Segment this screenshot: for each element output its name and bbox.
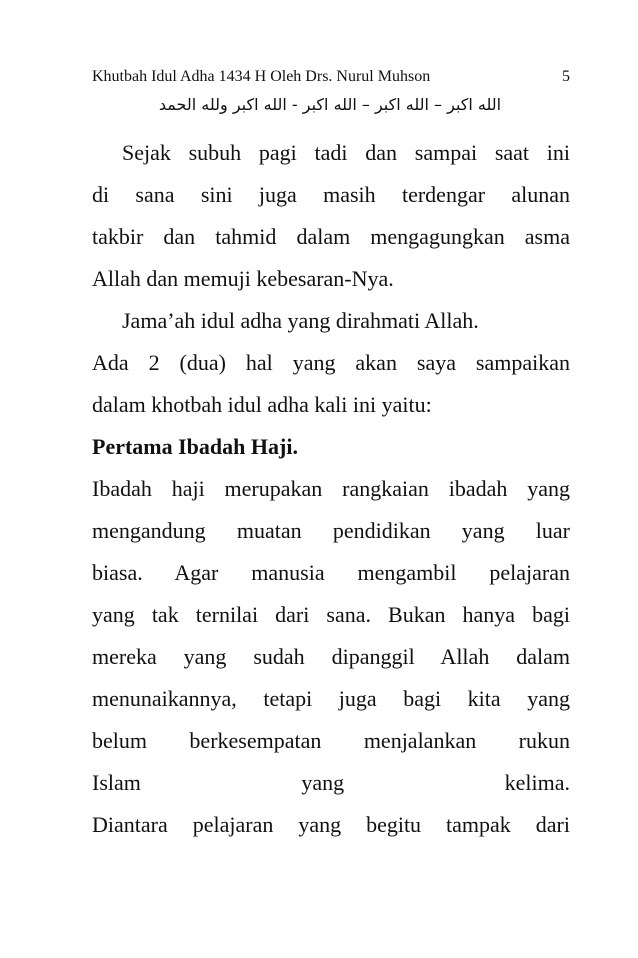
paragraph-line: yang tak ternilai dari sana. Bukan hanya bagi <box>92 602 570 627</box>
paragraph-line: Allah dan memuji kebesaran-Nya. <box>92 266 394 291</box>
paragraph-line: takbir dan tahmid dalam mengagungkan asma <box>92 224 570 249</box>
header-title: Khutbah Idul Adha 1434 H Oleh Drs. Nurul Muhson <box>92 68 431 85</box>
paragraph-line: biasa. Agar manusia mengambil pelajaran <box>92 560 570 585</box>
paragraph-line: Ada 2 (dua) hal yang akan saya sampaikan <box>92 350 570 375</box>
paragraph-line: dalam khotbah idul adha kali ini yaitu: <box>92 392 432 417</box>
paragraph-line: Diantara pelajaran yang begitu tampak dari <box>92 812 570 837</box>
paragraph-line: mereka yang sudah dipanggil Allah dalam <box>92 644 570 669</box>
paragraph-line: Jama’ah idul adha yang dirahmati Allah. <box>122 308 479 333</box>
page-header <box>92 66 570 88</box>
paragraph-line: Islam yang kelima. <box>92 770 570 795</box>
paragraph-line: menunaikannya, tetapi juga bagi kita yang <box>92 686 570 711</box>
paragraph-line: mengandung muatan pendidikan yang luar <box>92 518 570 543</box>
paragraph-line: belum berkesempatan menjalankan rukun <box>92 728 570 753</box>
arabic-takbir: الله اكبر – الله اكبر – الله اكبر - الله اكبر ولله الحمد <box>158 95 502 114</box>
section-heading: Pertama Ibadah Haji. <box>92 434 298 459</box>
paragraph-line: Sejak subuh pagi tadi dan sampai saat ini <box>122 140 570 165</box>
paragraph-line: di sana sini juga masih terdengar alunan <box>92 182 570 207</box>
body-text <box>92 132 570 846</box>
paragraph-line: Ibadah haji merupakan rangkaian ibadah yang <box>92 476 570 501</box>
page-number: 5 <box>562 68 570 85</box>
